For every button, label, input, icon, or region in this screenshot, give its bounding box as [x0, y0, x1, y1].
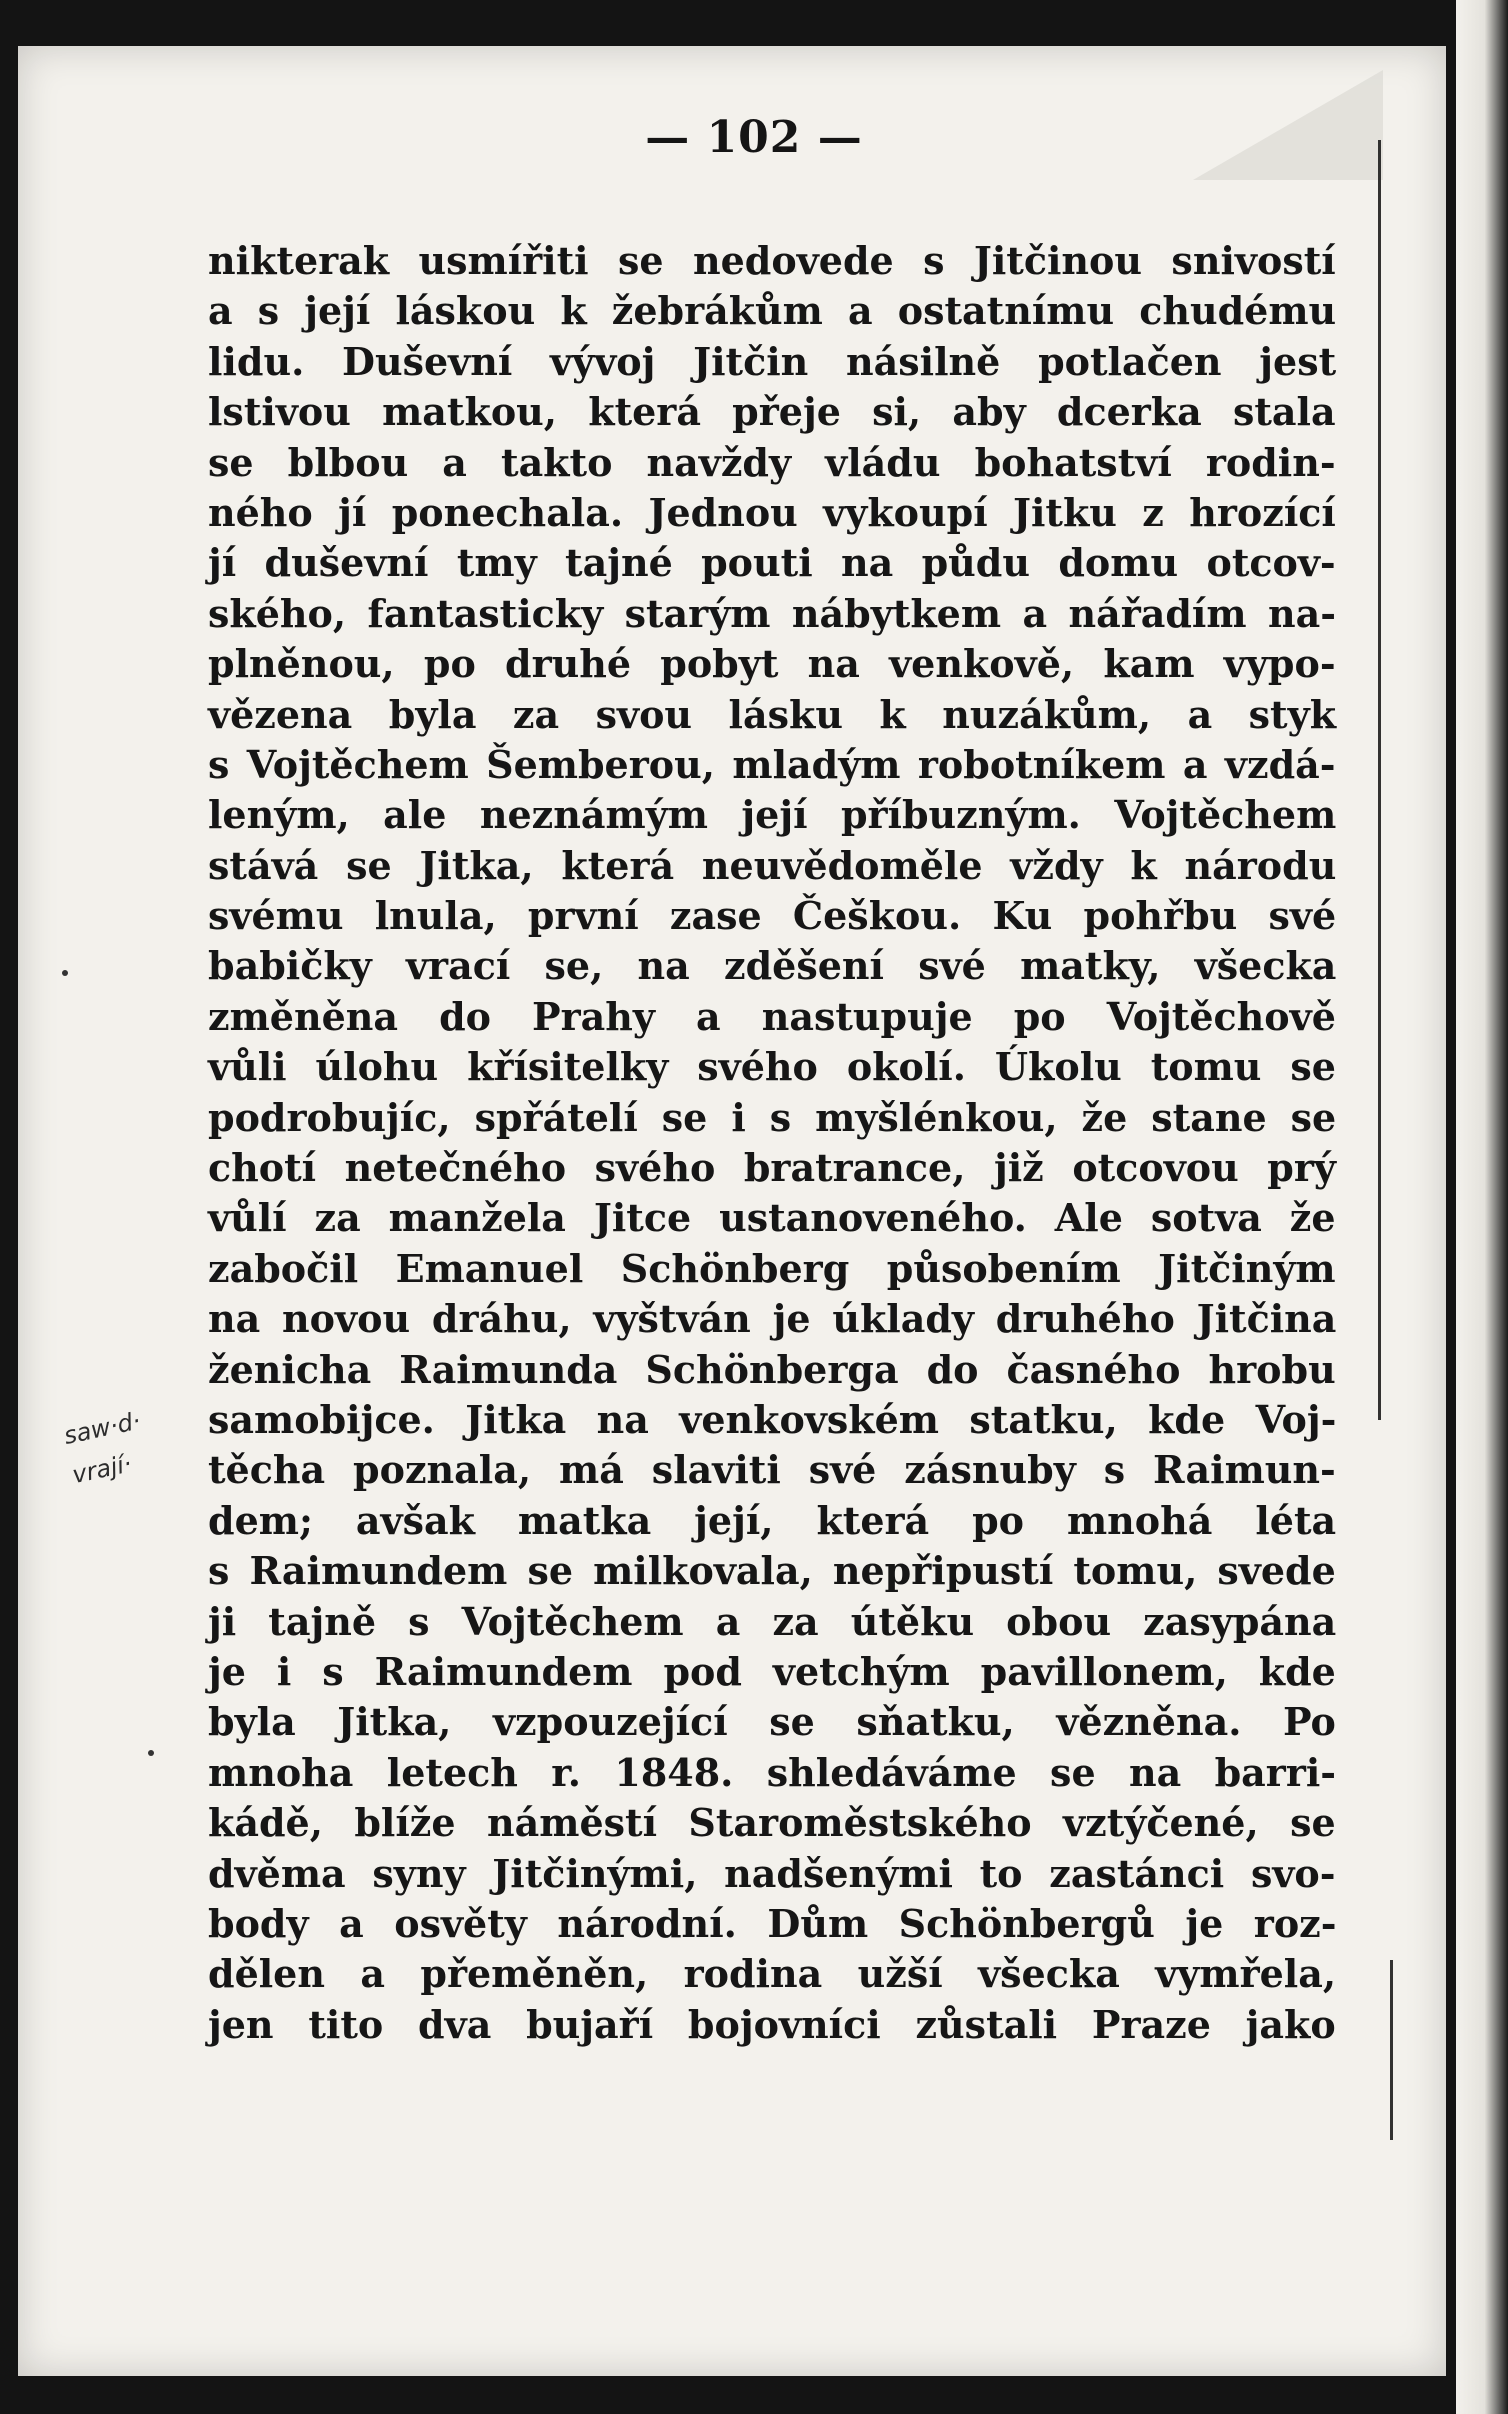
page-number: — 102 —	[645, 112, 863, 163]
text-line: vězena byla za svou lásku k nuzákům, a styk	[208, 691, 1337, 737]
text-line: je i s Raimundem pod vetchým pavillonem, kde	[208, 1648, 1336, 1694]
text-line: leným, ale neznámým její příbuzným. Vojtěchem	[208, 792, 1337, 838]
text-line: dělen a přeměněn, rodina užší všecka vymřela,	[208, 1951, 1337, 1997]
text-line: svému lnula, první zase Češkou. Ku pohřbu své	[208, 893, 1337, 939]
text-line: zabočil Emanuel Schönberg působením Jitčiným	[208, 1245, 1336, 1291]
text-line: s Vojtěchem Šemberou, mladým robotníkem a vzdá-	[208, 741, 1336, 787]
stray-mark	[148, 1750, 154, 1756]
text-line: jí duševní tmy tajné pouti na půdu domu otcov-	[208, 540, 1336, 586]
text-line: stává se Jitka, která neuvědoměle vždy k národu	[208, 842, 1337, 888]
text-line: ného jí ponechala. Jednou vykoupí Jitku z hrozící	[208, 489, 1336, 535]
text-line: na novou dráhu, vyštván je úklady druhého Jitčina	[208, 1296, 1337, 1342]
text-line: změněna do Prahy a nastupuje po Vojtěchově	[208, 993, 1336, 1039]
text-line: kádě, blíže náměstí Staroměstského vztýčené, se	[208, 1800, 1336, 1846]
text-line: byla Jitka, vzpouzející se sňatku, vězněna. Po	[208, 1699, 1336, 1745]
text-line: ji tajně s Vojtěchem a za útěku obou zasypána	[208, 1598, 1337, 1644]
text-line: ského, fantasticky starým nábytkem a nářadím na-	[208, 590, 1336, 636]
text-line: body a osvěty národní. Dům Schönbergů je roz-	[208, 1900, 1337, 1946]
text-line: samobijce. Jitka na venkovském statku, kde Voj-	[208, 1396, 1337, 1442]
text-line: jen tito dva bujaří bojovníci zůstali Praze jako	[208, 2001, 1336, 2047]
text-line: se blbou a takto navždy vládu bohatství rodin-	[208, 439, 1336, 485]
scan-edge-shadow	[1456, 0, 1508, 2414]
text-line: vůli úlohu křísitelky svého okolí. Úkolu tomu se	[208, 1044, 1336, 1090]
text-line: ženicha Raimunda Schönberga do časného hrobu	[208, 1346, 1336, 1392]
text-line: babičky vrací se, na zděšení své matky, všecka	[208, 943, 1337, 989]
binding-edge-mark	[1378, 140, 1389, 1420]
body-text	[208, 236, 1336, 2050]
text-line: lidu. Duševní vývoj Jitčin násilně potlačen jest	[208, 338, 1337, 384]
margin-note-line: saw·d·	[61, 1406, 143, 1451]
margin-note-line: vrají·	[69, 1449, 135, 1490]
text-line: plněnou, po druhé pobyt na venkově, kam vypo-	[208, 641, 1336, 687]
text-line: mnoha letech r. 1848. shledáváme se na barri-	[208, 1749, 1337, 1795]
text-line: dvěma syny Jitčinými, nadšenými to zastánci svo-	[208, 1850, 1336, 1896]
stray-mark	[62, 970, 68, 976]
text-line: vůlí za manžela Jitce ustanoveného. Ale sotva že	[208, 1195, 1336, 1241]
binding-edge-mark-lower	[1390, 1960, 1401, 2140]
text-line: nikterak usmířiti se nedovede s Jitčinou snivostí	[208, 238, 1336, 283]
text-line: a s její láskou k žebrákům a ostatnímu chudému	[208, 288, 1337, 334]
text-line: dem; avšak matka její, která po mnohá léta	[208, 1497, 1337, 1543]
text-line: s Raimundem se milkovala, nepřipustí tomu, svede	[208, 1548, 1336, 1594]
text-line: těcha poznala, má slaviti své zásnuby s Raimun-	[208, 1447, 1336, 1493]
text-line: podrobujíc, spřátelí se i s myšlénkou, že stane se	[208, 1094, 1337, 1140]
text-line: chotí netečného svého bratrance, již otcovou prý	[208, 1145, 1336, 1191]
text-line: lstivou matkou, která přeje si, aby dcerka stala	[208, 389, 1336, 435]
